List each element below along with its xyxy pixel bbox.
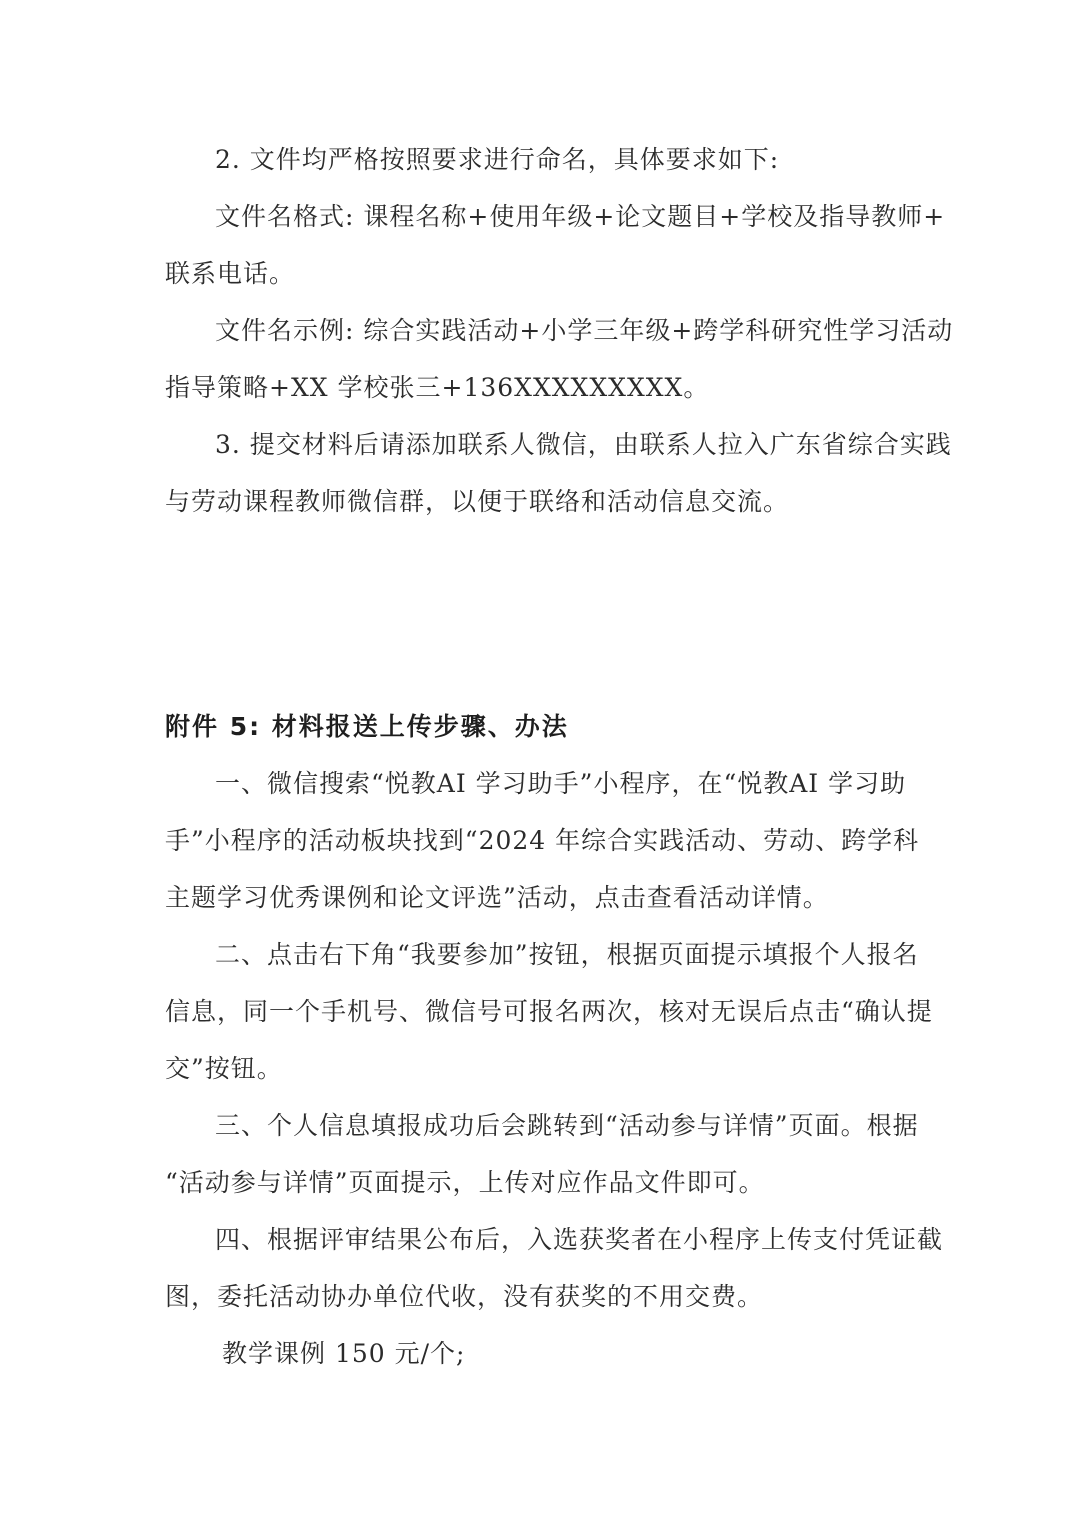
paragraph-line: 手”小程序的活动板块找到“2024 年综合实践活动、劳动、跨学科 xyxy=(165,826,920,855)
paragraph-line: 文件名格式: 课程名称+使用年级+论文题目+学校及指导教师+ xyxy=(215,202,946,231)
paragraph-line: 3. 提交材料后请添加联系人微信，由联系人拉入广东省综合实践 xyxy=(215,430,952,459)
paragraph-line: 联系电话。 xyxy=(165,259,296,288)
paragraph-line: 指导策略+XX 学校张三+136XXXXXXXXX。 xyxy=(165,373,710,402)
paragraph-line: 信息，同一个手机号、微信号可报名两次，核对无误后点击“确认提 xyxy=(165,997,933,1026)
paragraph-line: 图，委托活动协办单位代收，没有获奖的不用交费。 xyxy=(165,1282,764,1311)
section-heading: 附件 5: 材料报送上传步骤、办法 xyxy=(165,712,569,741)
paragraph-line: 教学课例 150 元/个; xyxy=(222,1339,466,1368)
paragraph-line: “活动参与详情”页面提示，上传对应作品文件即可。 xyxy=(165,1168,765,1197)
paragraph-line: 二、点击右下角“我要参加”按钮，根据页面提示填报个人报名 xyxy=(215,940,919,969)
paragraph-line: 三、个人信息填报成功后会跳转到“活动参与详情”页面。根据 xyxy=(215,1111,919,1140)
paragraph-line: 2. 文件均严格按照要求进行命名，具体要求如下: xyxy=(215,145,780,174)
paragraph-line: 交”按钮。 xyxy=(165,1054,283,1083)
paragraph-line: 主题学习优秀课例和论文评选”活动，点击查看活动详情。 xyxy=(165,883,829,912)
paragraph-line: 四、根据评审结果公布后，入选获奖者在小程序上传支付凭证截 xyxy=(215,1225,944,1254)
paragraph-line: 文件名示例: 综合实践活动+小学三年级+跨学科研究性学习活动 xyxy=(215,316,954,345)
paragraph-line: 一、微信搜索“悦教AI 学习助手”小程序，在“悦教AI 学习助 xyxy=(215,769,907,798)
paragraph-line: 与劳动课程教师微信群，以便于联络和活动信息交流。 xyxy=(165,487,790,516)
